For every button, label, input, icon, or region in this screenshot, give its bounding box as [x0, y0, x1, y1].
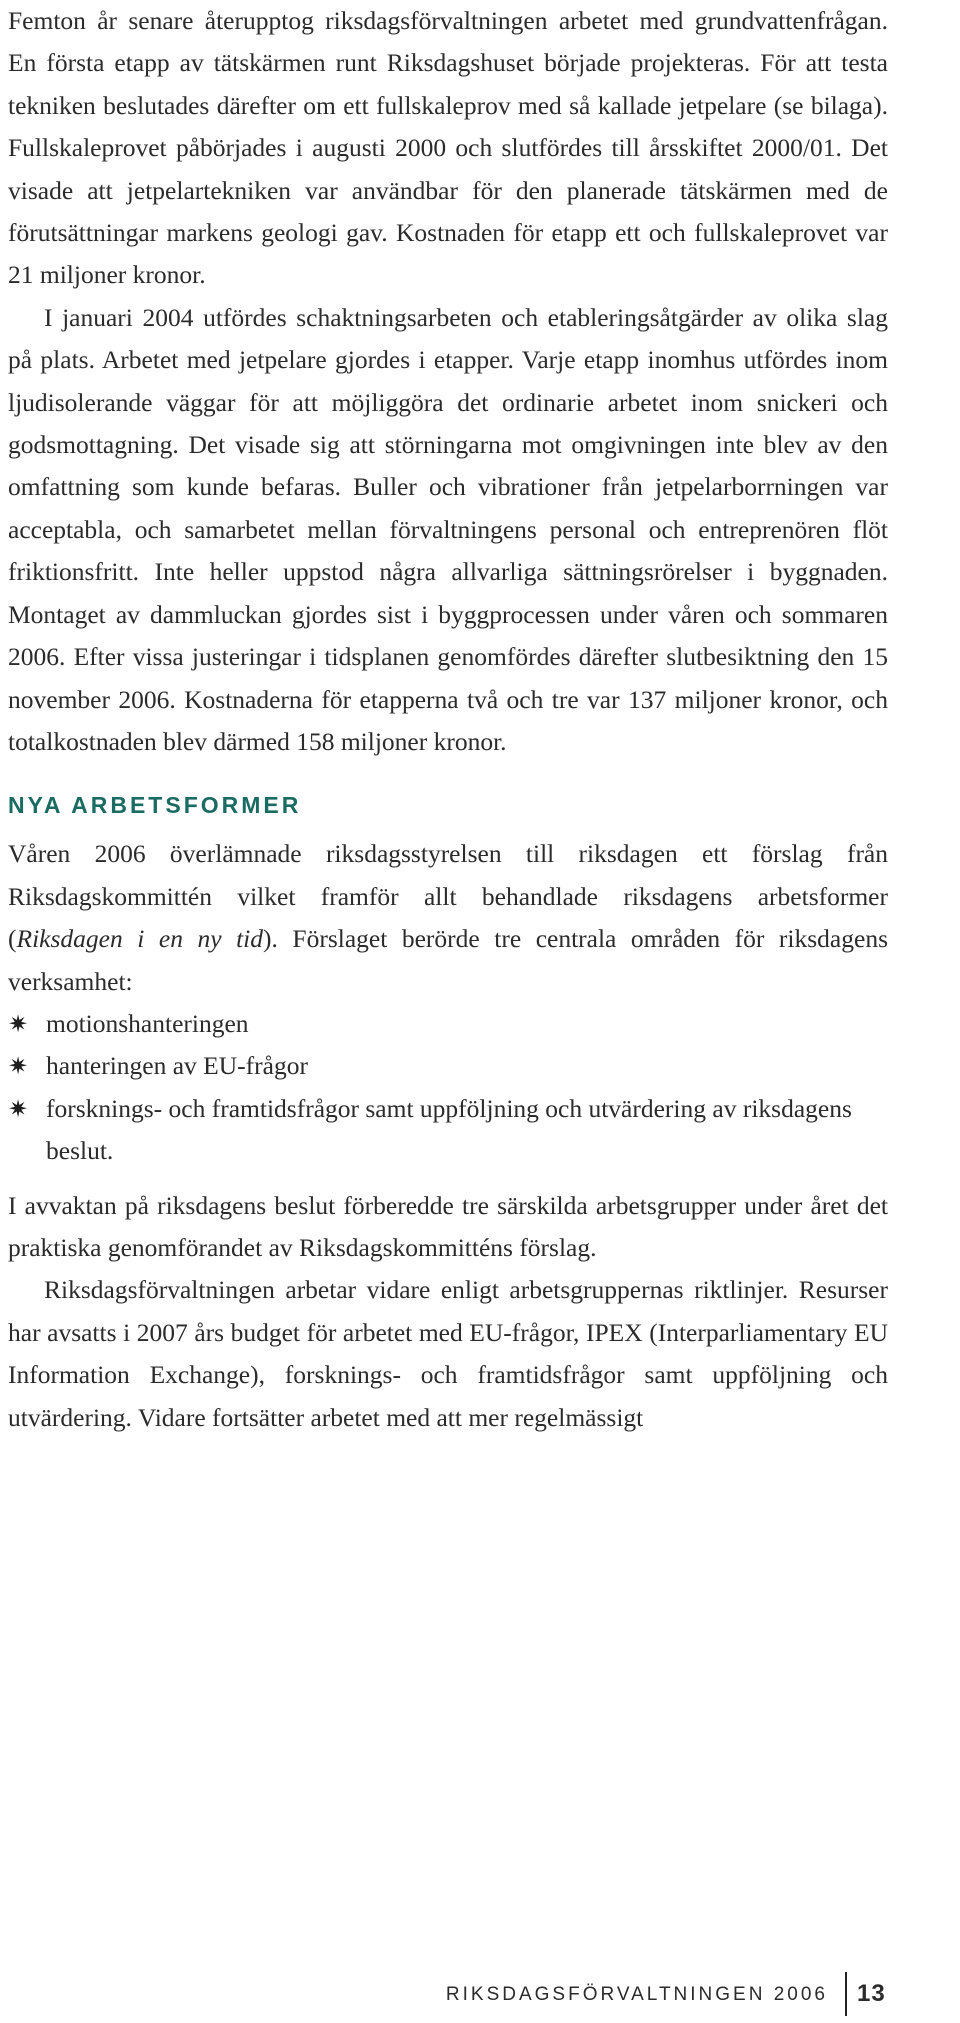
intro-text: Våren 2006 överlämnade riksdagsstyrelsen till riksdagen ett förslag från Riksdagskommittén vilket framför allt behandlade riksdagens arbetsformer ( [8, 839, 888, 954]
footer-organization: RIKSDAGSFÖRVALTNINGEN 2006 [445, 1984, 828, 2005]
page-number: 13 [857, 1980, 886, 2007]
intro-text-end: ). Förslaget berörde tre centrala områden för riksdagens verksamhet: [8, 924, 888, 996]
page-footer [445, 1972, 900, 2018]
body-paragraph: Riksdagsförvaltningen arbetar vidare enligt arbetsgruppernas riktlinjer. Resurser har avsatts i 2007 års budget för arbetet med EU-frågor, IPEX (Interparliamentary EU Information Exchange), forsknings- och framtidsfrågor samt uppföljning och utvärdering. Vidare fortsätter arbetet med att mer regelmässigt [8, 1275, 888, 1432]
list-item [8, 1088, 888, 1173]
footer-divider [845, 1972, 847, 2016]
body-paragraph: I avvaktan på riksdagens beslut förberedde tre särskilda arbetsgrupper under året det praktiska genomförandet av Riksdagskommitténs förslag. [8, 1190, 888, 1262]
list-item-text: hanteringen av EU-frågor [46, 1051, 308, 1081]
body-paragraph: I januari 2004 utfördes schaktningsarbeten och etableringsåtgärder av olika slag på plats. Arbetet med jetpelare gjordes i etapper. Varje etapp inomhus utfördes inom ljudisolerande väggar för att möjliggöra det ordinarie arbetet inom snickeri och godsmottagning. Det visade sig att störningarna mot omgivningen inte blev av den omfattning som kunde befaras. Buller och vibrationer från jetpelarborrningen var acceptabla, och samarbetet mellan förvaltningens personal och entreprenören flöt friktionsfritt. Inte heller uppstod några allvarliga sättningsrörelser i byggnaden. Montaget av dammluckan gjordes sist i byggprocessen under våren och sommaren 2006. Efter vissa justeringar i tidsplanen genomfördes därefter slutbesiktning den 15 november 2006. Kostnaderna för etapperna två och tre var 137 miljoner kronor, och totalkostnaden blev därmed 158 miljoner kronor. [8, 302, 888, 756]
bullet-star-icon: ✷ [8, 1094, 29, 1123]
bullet-star-icon: ✷ [8, 1009, 29, 1038]
list-item [8, 1045, 888, 1087]
document-page [8, 0, 888, 1439]
section-intro-paragraph [8, 833, 888, 1003]
bullet-list [8, 1003, 888, 1173]
list-item-text: forsknings- och framtidsfrågor samt uppföljning och utvärdering av riksdagens beslut. [46, 1093, 852, 1166]
publication-title: Riksdagen i en ny tid [16, 924, 264, 954]
list-item-text: motionshanteringen [46, 1008, 249, 1038]
section-heading: NYA ARBETSFORMER [8, 792, 302, 819]
body-paragraph: Femton år senare återupptog riksdagsförvaltningen arbetet med grundvattenfrågan. En första etapp av tätskärmen runt Riksdagshuset började projekteras. För att testa tekniken beslutades därefter om ett fullskaleprov med så kallade jetpelare (se bilaga). Fullskaleprovet påbörjades i augusti 2000 och slutfördes till årsskiftet 2000/01. Det visade att jetpelartekniken var användbar för den planerade tätskärmen med de förutsättningar markens geologi gav. Kostnaden för etapp ett och fullskaleprovet var 21 miljoner kronor. [8, 6, 888, 290]
list-item [8, 1003, 888, 1045]
bullet-star-icon: ✷ [8, 1052, 29, 1081]
